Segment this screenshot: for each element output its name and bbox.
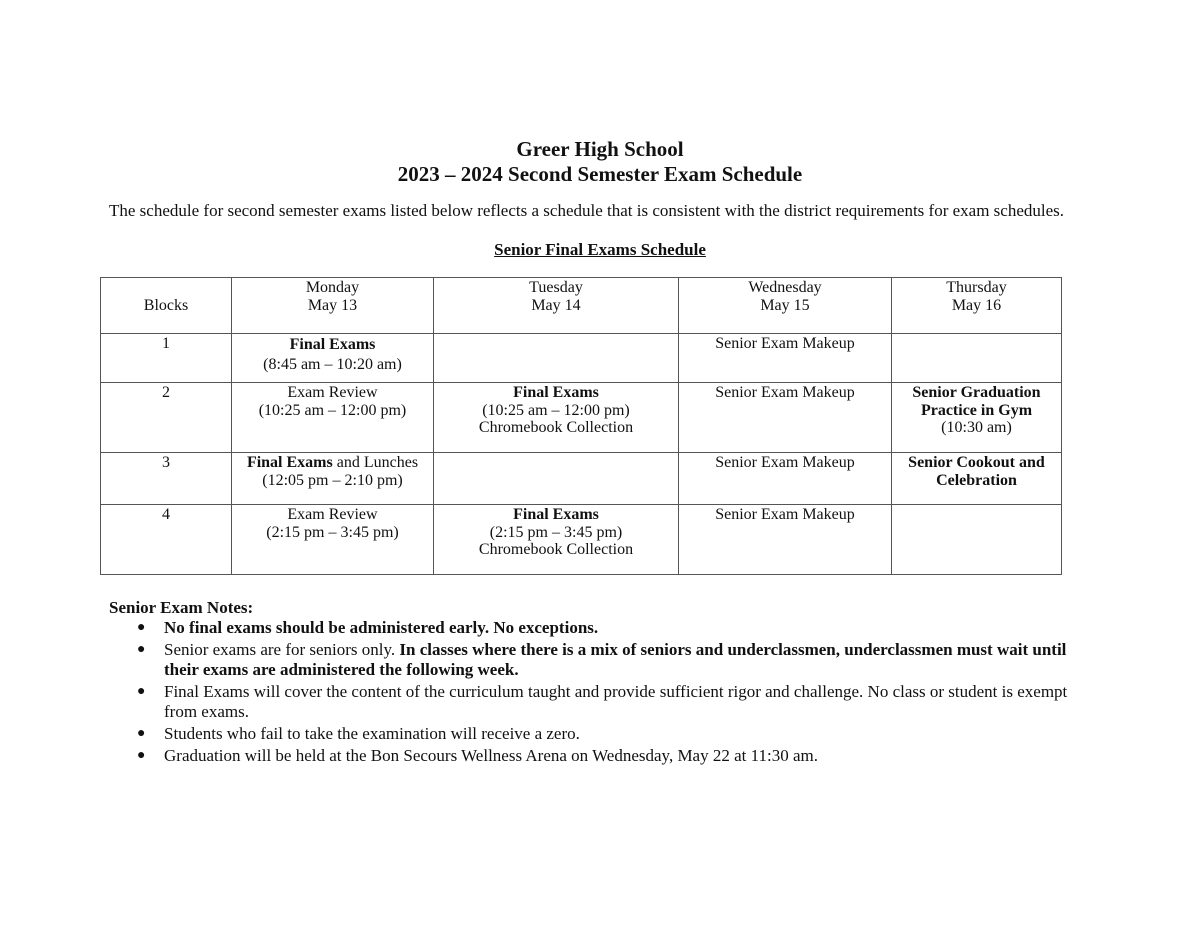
cell-text: Senior Exam Makeup bbox=[715, 454, 855, 471]
cell-text: Senior Exam Makeup bbox=[715, 335, 855, 352]
header-thursday bbox=[892, 278, 1062, 334]
cell-bold-text: Final Exams bbox=[513, 506, 599, 523]
cell-monday bbox=[232, 334, 434, 383]
cell-time: (2:15 pm – 3:45 pm) bbox=[266, 523, 399, 541]
cell-time: (8:45 am – 10:20 am) bbox=[263, 356, 402, 373]
header-wednesday bbox=[679, 278, 892, 334]
bullet-icon: ● bbox=[137, 642, 146, 657]
cell-extra: Chromebook Collection bbox=[478, 419, 634, 436]
cell-wednesday bbox=[679, 505, 892, 575]
cell-extra: Chromebook Collection bbox=[478, 541, 634, 558]
cell-bold-text: Final Exams bbox=[513, 384, 599, 401]
cell-wednesday bbox=[679, 334, 892, 383]
block-number: 2 bbox=[101, 383, 232, 453]
note-text: Final Exams will cover the content of the curriculum taught and provide sufficient rigor and challenge. No class or student is exempt from exams. bbox=[164, 682, 1068, 721]
header-day-date: May 13 bbox=[307, 296, 358, 314]
list-item bbox=[137, 724, 1089, 744]
school-name: Greer High School bbox=[516, 137, 684, 161]
header-day-date: May 14 bbox=[531, 296, 581, 314]
list-item bbox=[137, 618, 1089, 638]
exam-schedule-table bbox=[100, 277, 1062, 575]
table-header-row bbox=[101, 278, 1062, 334]
document-header bbox=[0, 137, 1200, 187]
block-number: 3 bbox=[101, 453, 232, 505]
cell-bold-text: Senior Cookout and bbox=[908, 454, 1045, 471]
bullet-icon: ● bbox=[137, 726, 146, 741]
note-bold-text: No final exams should be administered early. No exceptions. bbox=[164, 618, 599, 637]
header-blocks: Blocks bbox=[101, 278, 232, 334]
cell-tuesday bbox=[434, 334, 679, 383]
bullet-icon: ● bbox=[137, 684, 146, 699]
list-item bbox=[137, 746, 1089, 766]
list-item bbox=[137, 682, 1089, 722]
header-day-name: Thursday bbox=[946, 279, 1007, 296]
notes-list bbox=[109, 618, 1089, 766]
cell-time: (12:05 pm – 2:10 pm) bbox=[262, 471, 403, 489]
cell-text: Senior Exam Makeup bbox=[715, 506, 855, 523]
table-title: Senior Final Exams Schedule bbox=[494, 240, 706, 259]
cell-tuesday bbox=[434, 505, 679, 575]
cell-text-line bbox=[236, 454, 429, 472]
header-day-name: Wednesday bbox=[748, 279, 822, 296]
header-monday bbox=[232, 278, 434, 334]
senior-exam-notes bbox=[109, 598, 1089, 768]
notes-heading: Senior Exam Notes: bbox=[109, 598, 254, 617]
cell-thursday bbox=[892, 453, 1062, 505]
cell-time: (10:25 am – 12:00 pm) bbox=[258, 401, 407, 419]
table-row bbox=[101, 453, 1062, 505]
header-day-date: May 15 bbox=[760, 296, 810, 314]
block-number: 1 bbox=[101, 334, 232, 383]
list-item bbox=[137, 640, 1089, 680]
cell-time: (2:15 pm – 3:45 pm) bbox=[489, 523, 623, 541]
note-text: Graduation will be held at the Bon Secours Wellness Arena on Wednesday, May 22 at 11:30 am. bbox=[164, 746, 818, 765]
cell-time: (10:25 am – 12:00 pm) bbox=[482, 401, 630, 419]
header-day-name: Monday bbox=[305, 279, 360, 296]
bullet-icon: ● bbox=[137, 620, 146, 635]
cell-thursday bbox=[892, 334, 1062, 383]
cell-tuesday bbox=[434, 383, 679, 453]
cell-text: Senior Exam Makeup bbox=[715, 384, 855, 401]
cell-bold-text: Senior Graduation bbox=[912, 384, 1041, 401]
note-text: Students who fail to take the examination will receive a zero. bbox=[164, 724, 580, 743]
table-row bbox=[101, 383, 1062, 453]
intro-paragraph: The schedule for second semester exams listed below reflects a schedule that is consistent with the district requirements for exam schedules. bbox=[109, 201, 1065, 220]
bullet-icon: ● bbox=[137, 748, 146, 763]
block-number: 4 bbox=[101, 505, 232, 575]
cell-tuesday bbox=[434, 453, 679, 505]
cell-thursday bbox=[892, 505, 1062, 575]
cell-bold-text: Final Exams bbox=[289, 336, 376, 353]
cell-wednesday bbox=[679, 383, 892, 453]
cell-monday bbox=[232, 453, 434, 505]
cell-text-suffix: and Lunches bbox=[332, 454, 419, 471]
cell-bold-text: Celebration bbox=[936, 471, 1017, 489]
cell-wednesday bbox=[679, 453, 892, 505]
note-bold-text: In classes where there is a mix of seniors and underclassmen, underclassmen must wait until their exams are administered the following week. bbox=[164, 640, 1067, 679]
cell-bold-text: Final Exams bbox=[246, 454, 333, 471]
cell-time: (10:30 am) bbox=[941, 419, 1012, 436]
schedule-title: 2023 – 2024 Second Semester Exam Schedule bbox=[397, 162, 803, 186]
header-day-date: May 16 bbox=[951, 296, 1002, 314]
cell-monday bbox=[232, 383, 434, 453]
cell-text: Exam Review bbox=[287, 506, 378, 523]
cell-text: Exam Review bbox=[287, 384, 378, 401]
header-tuesday bbox=[434, 278, 679, 334]
cell-thursday bbox=[892, 383, 1062, 453]
table-row bbox=[101, 334, 1062, 383]
cell-monday bbox=[232, 505, 434, 575]
table-row bbox=[101, 505, 1062, 575]
header-day-name: Tuesday bbox=[529, 279, 583, 296]
cell-bold-text: Practice in Gym bbox=[920, 401, 1033, 419]
note-text: Senior exams are for seniors only. bbox=[164, 640, 400, 659]
